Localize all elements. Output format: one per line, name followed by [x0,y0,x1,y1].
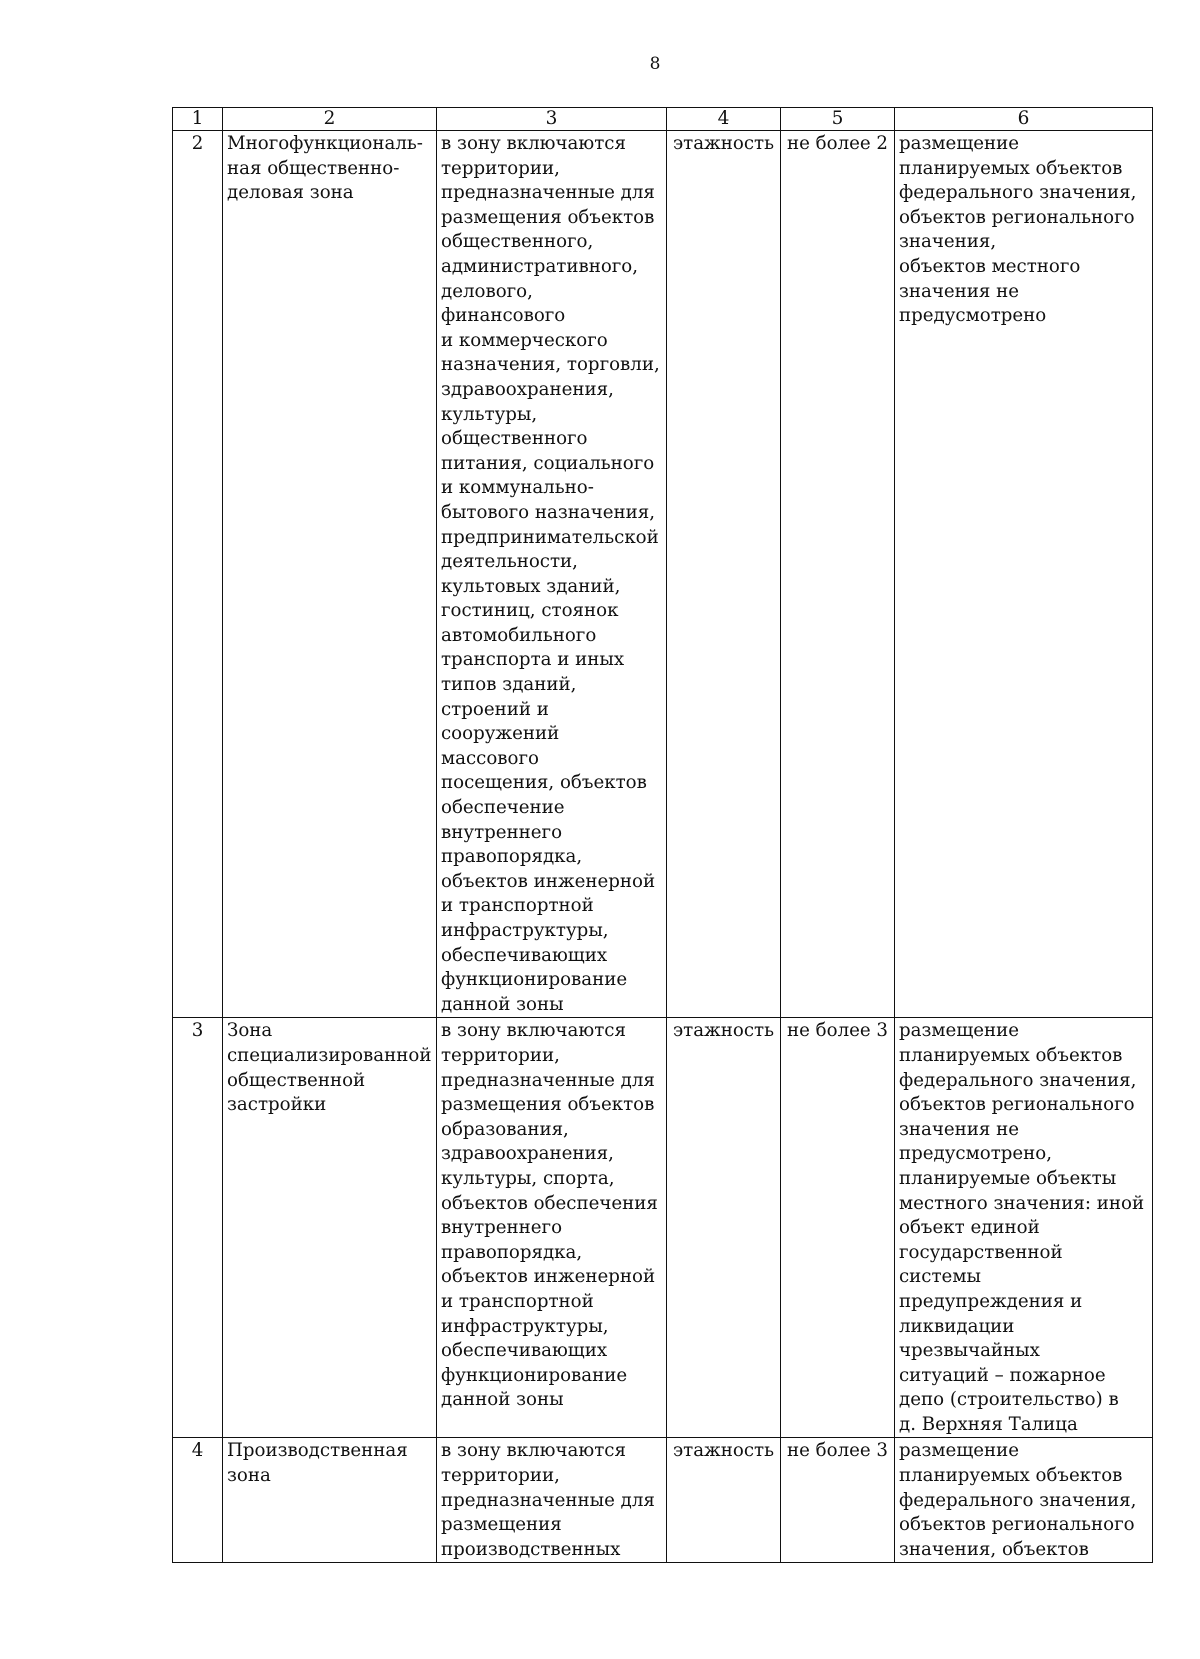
table-header-row [173,108,1153,131]
table-row [173,1438,1153,1563]
column-header-2: 2 [223,108,437,131]
zone-description: в зону включаются территории, предназначенные для размещения объектов общественного, административного, делового, финансового и коммерческого назначения, торговли, здравоохранения, культуры, общественного питания, социального и коммунально- бытового назначения, предпринимательской деятельности, культовых зданий, гостиниц, стоянок автомобильного транспорта и иных типов зданий, строений и сооружений массового посещения, объектов обеспечение внутреннего правопорядка, объектов инженерной и транспортной инфраструктуры, обеспечивающих функционирование данной зоны [437,131,667,1018]
zone-description: в зону включаются территории, предназначенные для размещения производственных [437,1438,667,1563]
column-header-4: 4 [667,108,781,131]
row-number: 4 [173,1438,223,1563]
row-number: 3 [173,1018,223,1438]
column-header-1: 1 [173,108,223,131]
zone-name: Зона специализированной общественной застройки [223,1018,437,1438]
parameter-value: не более 2 [781,131,895,1018]
zone-name: Производственная зона [223,1438,437,1563]
column-header-5: 5 [781,108,895,131]
parameter-name: этажность [667,131,781,1018]
column-header-3: 3 [437,108,667,131]
zone-notes: размещение планируемых объектов федерального значения, объектов регионального значения, объектов [895,1438,1153,1563]
table-row [173,1018,1153,1438]
page-number: 8 [649,54,661,74]
table-row [173,131,1153,1018]
zone-notes: размещение планируемых объектов федерального значения, объектов регионального значения не предусмотрено, планируемые объекты местного значения: иной объект единой государственной системы предупреждения и ликвидации чрезвычайных ситуаций – пожарное депо (строительство) в д. Верхняя Талица [895,1018,1153,1438]
parameter-name: этажность [667,1438,781,1563]
zone-notes: размещение планируемых объектов федерального значения, объектов регионального значения, объектов местного значения не предусмотрено [895,131,1153,1018]
column-header-6: 6 [895,108,1153,131]
zones-table [172,107,1153,1563]
zone-name: Многофункциональ- ная общественно- деловая зона [223,131,437,1018]
row-number: 2 [173,131,223,1018]
zone-description: в зону включаются территории, предназначенные для размещения объектов образования, здравоохранения, культуры, спорта, объектов обеспечения внутреннего правопорядка, объектов инженерной и транспортной инфраструктуры, обеспечивающих функционирование данной зоны [437,1018,667,1438]
parameter-name: этажность [667,1018,781,1438]
parameter-value: не более 3 [781,1438,895,1563]
parameter-value: не более 3 [781,1018,895,1438]
